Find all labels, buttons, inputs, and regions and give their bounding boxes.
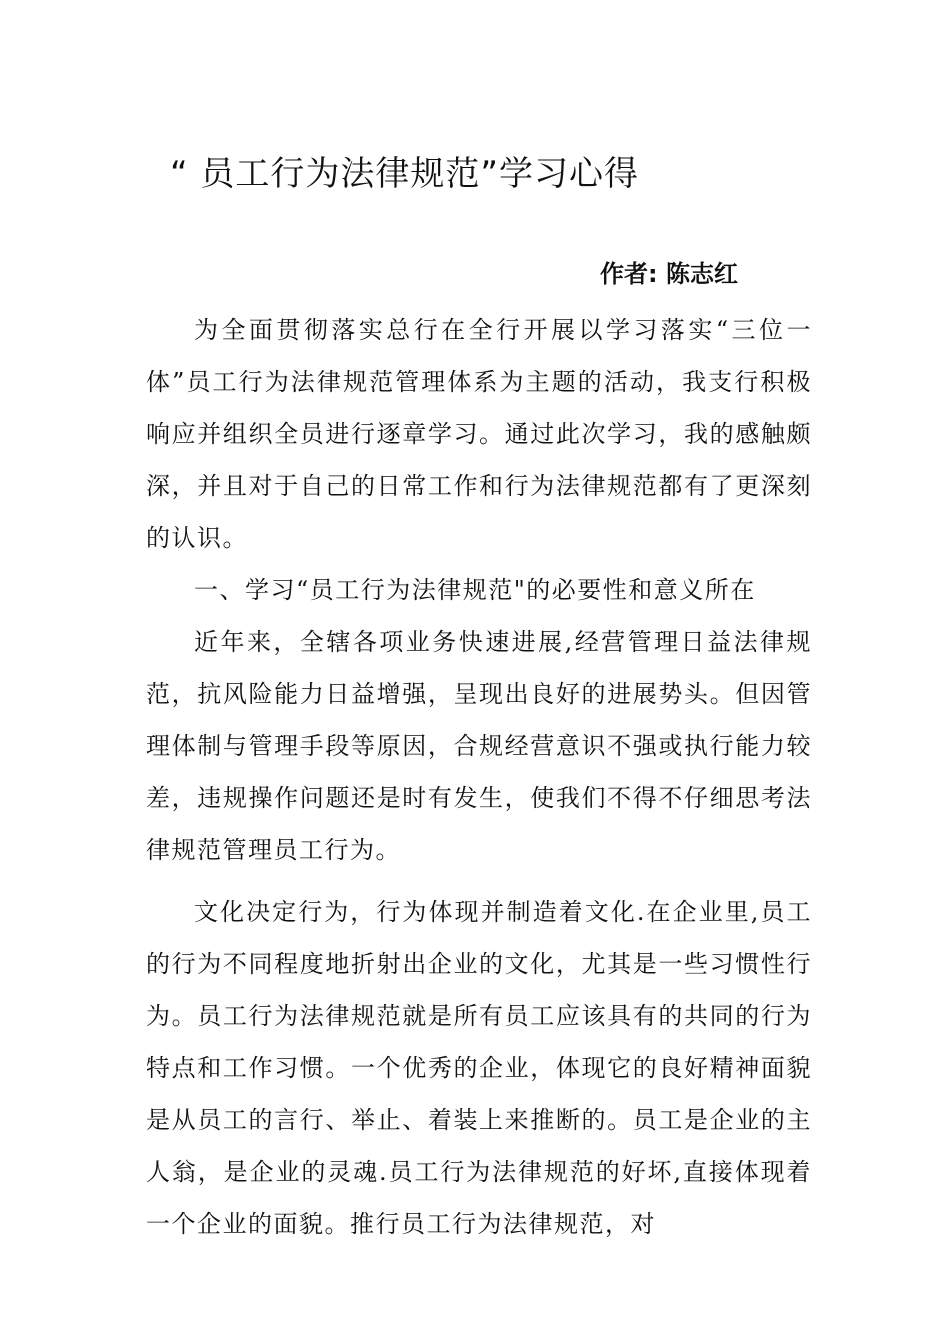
paragraph-background: 近年来，全辖各项业务快速进展,经营管理日益法律规范，抗风险能力日益增强，呈现出良好的进展势头。但因管理体制与管理手段等原因，合规经营意识不强或执行能力较差，违规操作问题还是时有发生，使我们不得不仔细思考法律规范管理员工行为。 [146,628,812,864]
document-author: 作者: 陈志红 [600,260,738,288]
paragraph-intro: 为全面贯彻落实总行在全行开展以学习落实“三位一体”员工行为法律规范管理体系为主题的活动，我支行积极响应并组织全员进行逐章学习。通过此次学习，我的感触颇深，并且对于自己的日常工作和行为法律规范都有了更深刻的认识。 [146,316,812,552]
section-heading-1: 一、学习“员工行为法律规范"的必要性和意义所在 [194,576,756,604]
document-title: “ 员工行为法律规范”学习心得 [170,154,640,194]
document-body [146,304,812,1250]
paragraph-culture: 文化决定行为，行为体现并制造着文化.在企业里,员工的行为不同程度地折射出企业的文化，尤其是一些习惯性行为。员工行为法律规范就是所有员工应该具有的共同的行为特点和工作习惯。一个优秀的企业，体现它的良好精神面貌是从员工的言行、举止、着装上来推断的。员工是企业的主人翁，是企业的灵魂.员工行为法律规范的好坏,直接体现着一个企业的面貌。推行员工行为法律规范，对 [146,898,812,1238]
